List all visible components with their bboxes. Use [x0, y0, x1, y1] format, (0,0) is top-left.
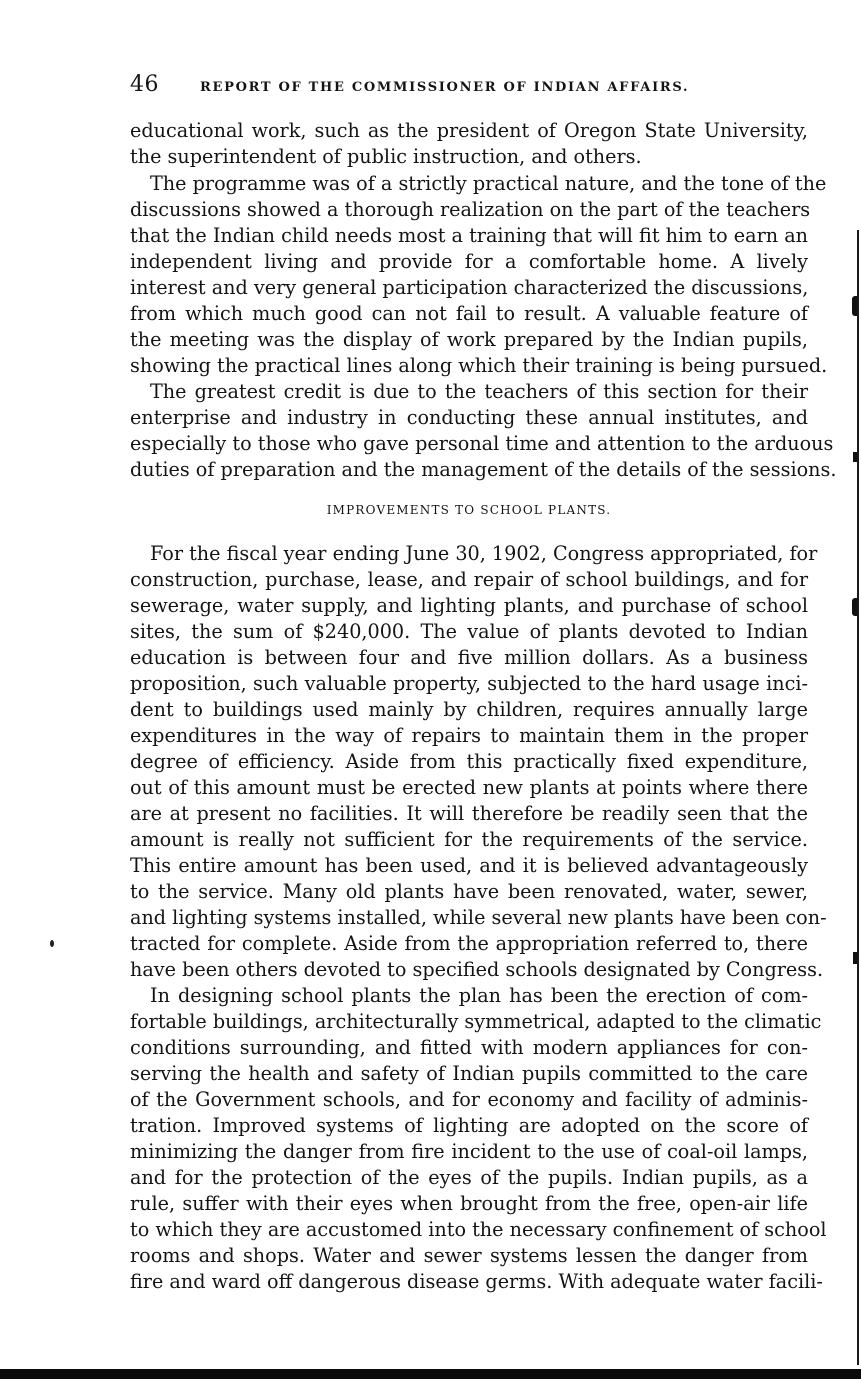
- text-line: expenditures in the way of repairs to maintain them in the proper: [130, 724, 808, 747]
- text-line: enterprise and industry in conducting these annual institutes, and: [130, 406, 808, 429]
- ink-speck: [50, 940, 54, 947]
- running-header: [130, 72, 810, 104]
- text-line: construction, purchase, lease, and repair of school buildings, and for: [130, 568, 808, 591]
- text-line: education is between four and five million dollars. As a business: [130, 646, 808, 669]
- page-right-edge: [857, 230, 859, 1365]
- text-line: rooms and shops. Water and sewer systems lessen the danger from: [130, 1244, 808, 1267]
- text-line: fire and ward off dangerous disease germs. With adequate water facili-: [130, 1270, 823, 1293]
- text-line: the meeting was the display of work prepared by the Indian pupils,: [130, 328, 808, 351]
- text-line: dent to buildings used mainly by children, requires annually large: [130, 698, 808, 721]
- text-line: discussions showed a thorough realization on the part of the teachers: [130, 198, 811, 221]
- text-line: have been others devoted to specified schools designated by Congress.: [130, 958, 824, 981]
- text-line: minimizing the danger from fire incident to the use of coal-oil lamps,: [130, 1140, 808, 1163]
- page-number: 46: [130, 72, 159, 97]
- text-line: amount is really not sufficient for the requirements of the service.: [130, 828, 808, 851]
- text-line: interest and very general participation characterized the discussions,: [130, 276, 809, 299]
- text-line: from which much good can not fail to result. A valuable feature of: [130, 302, 808, 325]
- running-title: REPORT OF THE COMMISSIONER OF INDIAN AFFAIRS.: [200, 80, 690, 95]
- text-line: The programme was of a strictly practical nature, and the tone of the: [150, 172, 827, 195]
- text-line: The greatest credit is due to the teachers of this section for their: [150, 380, 808, 403]
- text-line: rule, suffer with their eyes when brought from the free, open-air life: [130, 1192, 808, 1215]
- text-line: and lighting systems installed, while several new plants have been con-: [130, 906, 827, 929]
- text-line: independent living and provide for a comfortable home. A lively: [130, 250, 808, 273]
- text-line: showing the practical lines along which their training is being pursued.: [130, 354, 828, 377]
- text-line: are at present no facilities. It will therefore be readily seen that the: [130, 802, 808, 825]
- text-line: degree of efficiency. Aside from this practically fixed expenditure,: [130, 750, 808, 773]
- section-heading: IMPROVEMENTS TO SCHOOL PLANTS.: [326, 503, 612, 517]
- text-line: fortable buildings, architecturally symmetrical, adapted to the climatic: [130, 1010, 822, 1033]
- text-line: educational work, such as the president of Oregon State University,: [130, 119, 808, 142]
- text-line: sites, the sum of $240,000. The value of plants devoted to Indian: [130, 620, 808, 643]
- text-line: tracted for complete. Aside from the appropriation referred to, there: [130, 932, 808, 955]
- text-line: that the Indian child needs most a training that will fit him to earn an: [130, 224, 809, 247]
- text-line: For the fiscal year ending June 30, 1902, Congress appropriated, for: [150, 542, 818, 565]
- text-line: to which they are accustomed into the necessary confinement of school: [130, 1218, 827, 1241]
- text-line: This entire amount has been used, and it is believed advantageously: [130, 854, 808, 877]
- text-line: and for the protection of the eyes of the pupils. Indian pupils, as a: [130, 1166, 808, 1189]
- text-line: out of this amount must be erected new plants at points where there: [130, 776, 808, 799]
- text-line: serving the health and safety of Indian pupils committed to the care: [130, 1062, 808, 1085]
- text-line: In designing school plants the plan has been the erection of com-: [150, 984, 808, 1007]
- text-line: conditions surrounding, and fitted with modern appliances for con-: [130, 1036, 808, 1059]
- text-line: to the service. Many old plants have been renovated, water, sewer,: [130, 880, 808, 903]
- text-line: proposition, such valuable property, subjected to the hard usage inci-: [130, 672, 808, 695]
- text-line: duties of preparation and the management of the details of the sessions.: [130, 458, 837, 481]
- page-bottom-edge: [0, 1369, 861, 1379]
- text-line: tration. Improved systems of lighting are adopted on the score of: [130, 1114, 808, 1137]
- text-line: the superintendent of public instruction, and others.: [130, 145, 642, 168]
- text-line: sewerage, water supply, and lighting plants, and purchase of school: [130, 594, 808, 617]
- text-line: especially to those who gave personal time and attention to the arduous: [130, 432, 834, 455]
- text-line: of the Government schools, and for economy and facility of adminis-: [130, 1088, 808, 1111]
